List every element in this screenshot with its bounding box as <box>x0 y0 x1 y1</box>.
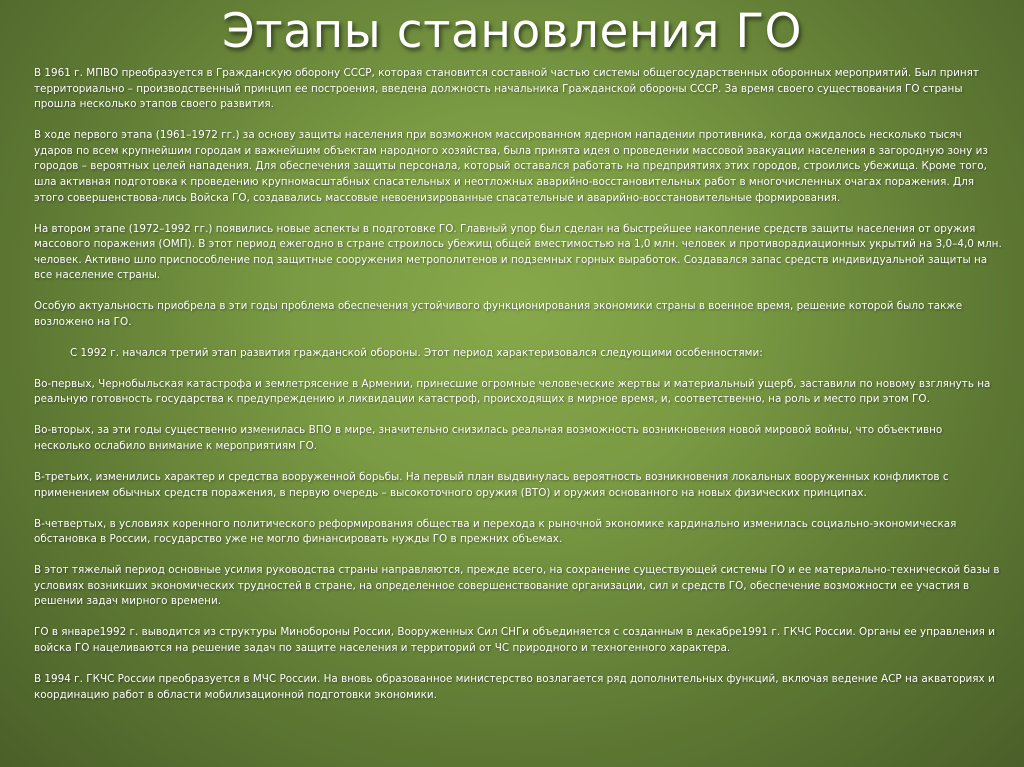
paragraph-1992-gkchs: ГО в январе1992 г. выводится из структуры Минобороны России, Вооруженных Сил СНГи объединяется с созданным в декабре1991 г. ГКЧС России. Органы ее управления и войска ГО нацеливаются на решение задач по защите населения и территорий от ЧС природного и техногенного характера. <box>34 626 995 654</box>
paragraph-fourthly: В-четвертых, в условиях коренного политического реформирования общества и перехода к рыночной экономике кардинально изменилась социально-экономическая обстановка в России, государство уже не могло финансировать нужды ГО в прежних объемах. <box>34 517 957 546</box>
paragraph-economy-stability: Особую актуальность приобрела в эти годы проблема обеспечения устойчивого функционирования экономики страны в военное время, решение которой было также возложено на ГО. <box>34 300 963 328</box>
paragraph-difficult-period: В этот тяжелый период основные усилия руководства страны направляются, прежде всего, на сохранение существующей системы ГО и ее материально-технической базы в условиях возникших экономических трудностей в стране, на определенное совершенствование организации, сил и средств ГО, обеспечение возможности ее участия в решении задач мирного времени. <box>34 564 1000 608</box>
paragraph-1994-mchs: В 1994 г. ГКЧС России преобразуется в МЧС России. На вновь образованное министерство возлагается ряд дополнительных функций, включая ведение АСР на акваториях и координацию работ в области мобилизационной подготовки экономики. <box>34 672 995 701</box>
paragraph-second-stage: На втором этапе (1972–1992 гг.) появились новые аспекты в подготовке ГО. Главный упор был сделан на быстрейшее накопление средств защиты населения от оружия массового поражения (ОМП). В этот период ежегодно в стране строилось убежищ общей вместимостью на 1,0 млн. человек и противорадиационных укрытий на 3,0–4,0 млн. человек. Активно шло приспособление под защитные сооружения метрополитенов и подземных горных выработок. Создавался запас средств индивидуальной защиты на все население страны. <box>34 222 1002 282</box>
paragraph-1961-intro: В 1961 г. МПВО преобразуется в Гражданскую оборону СССР, которая становится составной частью системы общегосударственных оборонных мероприятий. Был принят территориально – производственный принцип ее построения, введена должность начальника Гражданской обороны СССР. За время своего существования ГО страны прошла несколько этапов своего развития. <box>34 67 979 111</box>
paragraph-secondly: Во-вторых, за эти годы существенно изменилась ВПО в мире, значительно снизилась реальная возможность возникновения новой мировой войны, что объективно несколько ослабило внимание к мероприятиям ГО. <box>34 424 943 453</box>
paragraph-third-stage: С 1992 г. начался третий этап развития гражданской обороны. Этот период характеризовался следующими особенностями: <box>70 346 763 359</box>
slide-title: Этапы становления ГО <box>221 4 803 59</box>
paragraph-first-stage: В ходе первого этапа (1961–1972 гг.) за основу защиты населения при возможном массированном ядерном нападении противника, когда ожидалось несколько тысяч ударов по всем крупнейшим городам и важнейшим объектам народного хозяйства, была принята идея о проведении массовой эвакуации населения в загородную зону из городов – вероятных целей нападения. Для обеспечения защиты персонала, который оставался работать на предприятиях этих городов, строились убежища. Кроме того, шла активная подготовка к проведению крупномасштабных спасательных и неотложных аварийно-восстановительных работ в многочисленных очагах поражения. Для этого совершенствова-лись Войска ГО, создавались массовые невоенизированные спасательные и аварийно-восстановительные формирования. <box>34 129 988 204</box>
paragraph-firstly: Во-первых, Чернобыльская катастрофа и землетрясение в Армении, принесшие огромные человеческие жертвы и материальный ущерб, заставили по новому взглянуть на реальную готовность государства к предупреждению и ликвидации катастроф, происходящих в мирное время, и, соответственно, на роль и место при этом ГО. <box>34 377 991 406</box>
paragraph-thirdly: В-третьих, изменились характер и средства вооруженной борьбы. На первый план выдвинулась вероятность возникновения локальных вооруженных конфликтов с применением обычных средств поражения, в первую очередь – высокоточного оружия (ВТО) и оружия основанного на новых физических принципах. <box>34 471 949 499</box>
slide-content <box>34 66 1002 719</box>
